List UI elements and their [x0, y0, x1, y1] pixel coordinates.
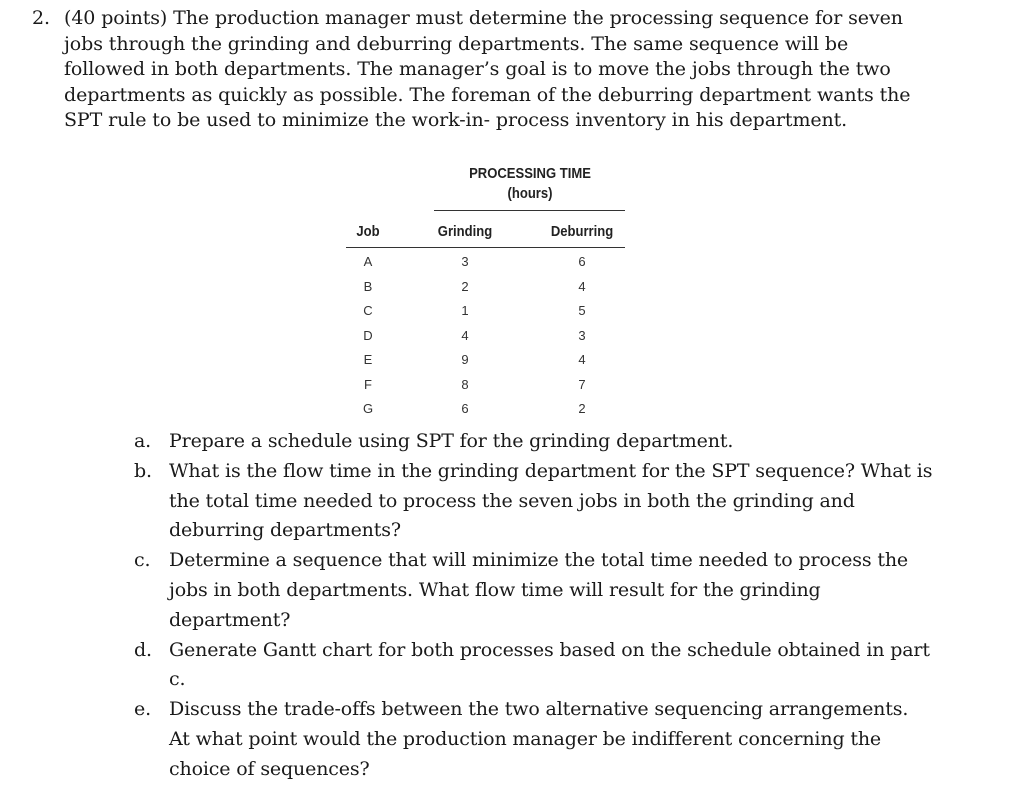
table-cell-job: G: [362, 401, 374, 416]
question-part: [134, 427, 934, 457]
table-cell-deburring: 2: [578, 401, 586, 416]
group-header-rule: [434, 210, 625, 211]
table-cell-grinding: 2: [461, 278, 469, 294]
table-cell-deburring: 3: [578, 327, 586, 343]
table-cell-grinding: 8: [461, 376, 469, 392]
question-part-label: b.: [134, 459, 152, 482]
column-header-job: Job: [356, 224, 380, 240]
problem-statement: [32, 6, 932, 134]
table-cell-job: D: [363, 327, 373, 343]
question-part-label: a.: [134, 430, 152, 452]
question-part-label: d.: [134, 638, 152, 661]
question-part: [134, 546, 934, 635]
table-cell-deburring: 7: [578, 376, 586, 392]
table-cell-deburring: 5: [578, 303, 586, 318]
table-cell-grinding: 9: [461, 352, 469, 367]
question-part-label: c.: [134, 549, 151, 572]
table-cell-deburring: 4: [578, 352, 586, 367]
question-part-text: Determine a sequence that will minimize the total time needed to process the jobs in both departments. What flow time will result for the grinding department?: [169, 549, 909, 631]
question-part-text: Generate Gantt chart for both processes based on the schedule obtained in part c.: [169, 638, 930, 691]
question-part-text: Discuss the trade-offs between the two alternative sequencing arrangements. At what point would the production manager be indifferent concerning the choice of sequences?: [169, 698, 909, 780]
table-cell-job: B: [363, 278, 373, 294]
table-cell-grinding: 3: [461, 254, 469, 269]
table-cell-job: F: [364, 376, 372, 392]
table-cell-deburring: 6: [578, 254, 586, 269]
question-parts: [134, 427, 934, 785]
column-header-deburring: Deburring: [550, 224, 614, 240]
column-header-grinding: Grinding: [437, 224, 493, 240]
problem-text: (40 points) The production manager must determine the processing sequence for seven jobs through the grinding and deburring departments. The same sequence will be followed in both departments. The manager’s goal is to move the jobs through the two departments as quickly as possible. The foreman of the deburring department wants the SPT rule to be used to minimize the work-in- process inventory in his department.: [64, 7, 911, 132]
column-header-rule: [346, 247, 625, 248]
question-part: [134, 457, 934, 546]
table-cell-job: A: [363, 254, 373, 269]
group-header-line2: (hours): [507, 186, 553, 202]
table-cell-grinding: 6: [461, 401, 469, 416]
problem-number: 2.: [32, 7, 50, 29]
question-part-label: e.: [134, 698, 151, 721]
group-header-line1: PROCESSING TIME: [469, 166, 591, 182]
table-cell-deburring: 4: [578, 278, 586, 294]
table-cell-job: C: [363, 303, 373, 318]
table-group-header: [445, 166, 614, 202]
question-part-text: What is the flow time in the grinding department for the SPT sequence? What is the total time needed to process the seven jobs in both the grinding and deburring departments?: [169, 459, 933, 542]
table-cell-job: E: [363, 352, 373, 367]
question-part-text: Prepare a schedule using SPT for the grinding department.: [169, 430, 734, 452]
table-cell-grinding: 4: [461, 327, 469, 343]
question-part: [134, 636, 934, 696]
table-cell-grinding: 1: [461, 303, 469, 318]
